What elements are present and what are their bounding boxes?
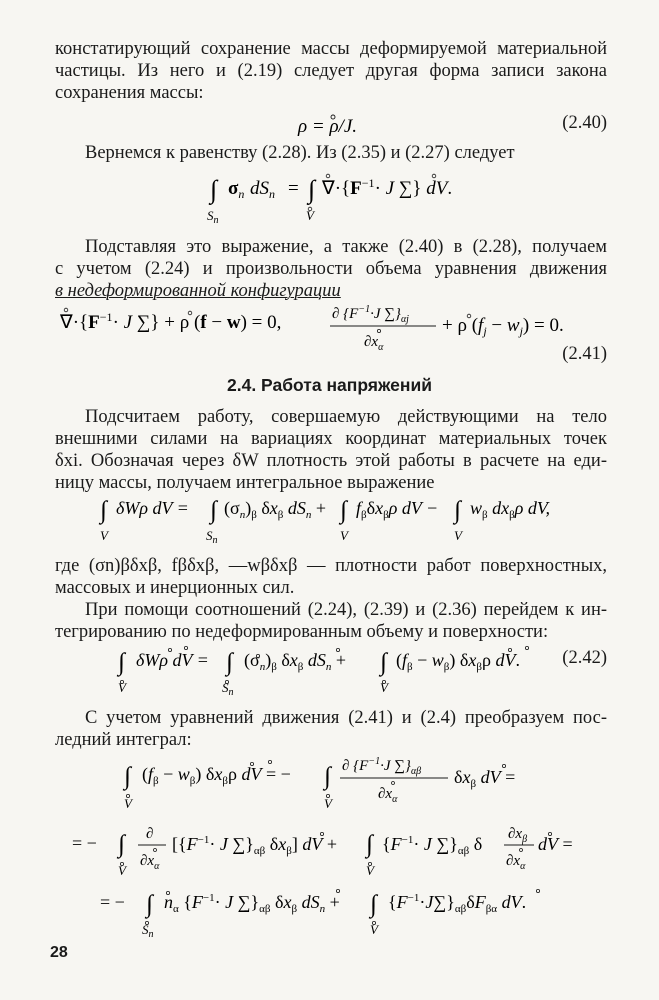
svg-text:V: V [124, 796, 132, 811]
svg-text:V: V [370, 922, 378, 937]
text-line: Подставляя это выражение, а также (2.40) в (2.28), получаем [85, 237, 607, 257]
equation-2-40 [0, 112, 659, 142]
svg-text:∫: ∫ [210, 497, 217, 524]
equation-number: (2.42) [562, 648, 607, 668]
equation-a-render [0, 172, 659, 228]
svg-text:V: V [118, 680, 126, 695]
svg-text:∂xα: $\partial x_\alpha$ [378, 786, 398, 805]
svg-text:∫: ∫ [210, 175, 218, 204]
svg-text:δWρ dV =: δWρ dV = [136, 650, 209, 670]
svg-text:(fβ − wβ) δxβρ dV.: $(f_\beta - w_\beta)$ $\delta x_\beta\rho$ dV. [396, 650, 520, 673]
svg-text:{F−1· J ∑}αβ δ: {$F^{-1}\cdot J$ $\sum\}_{\alpha\beta}$ δ [382, 834, 483, 857]
svg-text:∂xα: $\partial x_\alpha$ [364, 334, 384, 353]
svg-text:∫: ∫ [366, 831, 373, 858]
svg-text:ρ = ρ/J.: ρ = ρ/J. [298, 116, 358, 137]
svg-text:V: V [454, 528, 462, 543]
text-line: Подсчитаем работу, совершаемую действующими на тело [85, 407, 607, 427]
svg-text:nα {F−1· J ∑}αβ δxβ dSn +: $n_\alpha$ {$F^{-1}\cdot J$ $\sum\}_{\alpha\beta}$ $\delta x_\beta$ $dS_n$ + [164, 892, 340, 915]
svg-text:∫: ∫ [100, 497, 107, 524]
svg-text:V: V [366, 863, 374, 878]
svg-text:[{F−1· J ∑}αβ δxβ] dV +: [{$F^{-1}\cdot J$ $\sum\}_{\alpha\beta}$ $\delta x_\beta$] dV + [172, 834, 337, 857]
svg-text:∫: ∫ [380, 649, 387, 676]
text-line: ницу массы, получаем интегральное выражение [55, 473, 435, 493]
text-line: ледний интеграл: [55, 730, 192, 750]
svg-text:∫: ∫ [370, 891, 377, 918]
svg-text:∫: ∫ [146, 891, 153, 918]
svg-text:∂ {F−1·J ∑}αj: ∂ {$F^{-1}\cdot J$ $\sum\}_{\alpha j}$ [332, 304, 409, 325]
text-line: тегрированию по недеформированным объему и поверхности: [55, 622, 549, 642]
svg-text:fβδxβρ dV −: $f_\beta\delta x_\beta\rho$ dV − [356, 498, 439, 521]
equation-c3 [0, 880, 659, 940]
text-line: где (σn)βδxβ, fβδxβ, —wβδxβ — плотности работ поверхностных, [55, 556, 607, 576]
svg-text:V: V [118, 863, 126, 878]
svg-text:∫: ∫ [308, 175, 316, 204]
equation-2-41-render [0, 304, 659, 368]
equation-number: (2.40) [562, 113, 607, 133]
text-line: Вернемся к равенству (2.28). Из (2.35) и (2.27) следует [85, 143, 515, 163]
svg-text:δxβ dV =: $\delta x_\beta$ dV = [454, 767, 516, 790]
svg-text:V: V [324, 796, 332, 811]
text-line: в недеформированной конфигурации [55, 281, 341, 301]
svg-text:∫: ∫ [118, 649, 125, 676]
svg-text:∫: ∫ [124, 763, 131, 790]
svg-text:σn: $\sigma_n$ [228, 178, 245, 201]
svg-text:Sn: $S_n$ [206, 528, 218, 546]
svg-text:(σn)β δxβ dSn +: $(\sigma_n)_\beta$ $\delta x_\beta$ $dS_n$ + [244, 650, 347, 673]
equation-c2 [0, 818, 659, 880]
svg-text:+ ρ (fj − wj) = 0.: + ρ $(f_j - w_j) = 0$. [442, 315, 564, 338]
equation-number: (2.41) [562, 344, 607, 364]
svg-text:(σn)β δxβ dSn +: $(\sigma_n)_\beta$ $\delta x_\beta$ $dS_n$ + [224, 498, 327, 521]
equation-2-40-render [0, 112, 659, 142]
section-title: 2.4. Работа напряжений [227, 375, 432, 395]
equation-b [0, 492, 659, 550]
svg-text:∂: ∂ [146, 826, 154, 842]
text-line [55, 258, 607, 280]
text-line: внешними силами на вариациях координат материальных точек [55, 429, 607, 449]
equation-2-41 [0, 304, 659, 368]
equation-c3-render [0, 880, 659, 940]
text-line: массовых и инерционных сил. [55, 578, 295, 598]
text-line: С учетом уравнений движения (2.41) и (2.4) преобразуем пос- [85, 708, 607, 728]
equation-c1-render [0, 752, 659, 814]
equation-a [0, 172, 659, 228]
svg-text:Sn: $S_n$ [207, 208, 219, 226]
equation-2-42 [0, 642, 659, 700]
equation-2-42-render [0, 642, 659, 700]
text-line: При помощи соотношений (2.24), (2.39) и (2.36) перейдем к ин- [85, 600, 607, 620]
svg-text:V: V [340, 528, 348, 543]
svg-text:wβ dxβρ dV,: $w_\beta$ $dx_\beta\rho$ dV, [470, 498, 551, 521]
equation-b-render [0, 492, 659, 550]
svg-text:∫: ∫ [118, 831, 125, 858]
svg-text:∂xβ: $\partial x_\beta$ [508, 826, 528, 845]
svg-text:= −: = − [72, 833, 97, 853]
text-line: δxi. Обозначая через δW плотность этой работы в расчете на еди- [55, 451, 607, 471]
svg-text:=: = [288, 178, 299, 199]
text-line: сохранения массы: [55, 83, 204, 103]
svg-text:∇·{F−1· J ∑} + ρ (f − w) = 0,: $\nabla\cdot\{F^{-1}\cdot J$ ∑} + ρ (f − w) = 0, [60, 310, 282, 333]
svg-text:dV =: dV = [538, 834, 573, 854]
svg-text:δWρ dV =: δWρ dV = [116, 498, 189, 518]
equation-c1 [0, 752, 659, 814]
text-line-content: с учетом (2.24) и произвольности объема уравнения движения [55, 259, 607, 279]
svg-text:(fβ − wβ) δxβρ dV = −: $(f_\beta - w_\beta)$ $\delta x_\beta\rho$ dV = − [142, 764, 291, 787]
svg-text:∂xα: $\partial x_\alpha$ [506, 853, 526, 872]
page-number: 28 [50, 944, 68, 961]
svg-text:{F−1·J∑}αβδFβα dV.: $\{F^{-1}\cdot J\sum\}_{\alpha\beta}\delta F_{\beta\alpha}$ dV. [388, 892, 527, 915]
svg-text:V: V [306, 208, 314, 223]
svg-text:∇·{F−1· J ∑} dV.: $\nabla\cdot\{F^{-1}\cdot J$ ∑} dV. [322, 176, 453, 199]
svg-text:∫: ∫ [324, 763, 331, 790]
svg-text:Sn: $S_n$ [222, 680, 234, 698]
svg-text:= −: = − [100, 892, 125, 912]
svg-text:∫: ∫ [340, 497, 347, 524]
equation-c2-render [0, 818, 659, 880]
svg-text:Sn: $S_n$ [142, 922, 154, 940]
text-line: констатирующий сохранение массы деформируемой материальной [55, 39, 607, 59]
svg-text:V: V [380, 680, 388, 695]
svg-text:dSn: $dS_n$ [250, 178, 275, 201]
svg-text:∫: ∫ [454, 497, 461, 524]
svg-text:V: V [100, 528, 108, 543]
svg-text:∂ {F−1·J ∑}αβ: ∂ {$F^{-1}\cdot J$ $\sum\}_{\alpha\beta}$ [342, 756, 422, 777]
svg-text:∫: ∫ [226, 649, 233, 676]
text-line: частицы. Из него и (2.19) следует другая форма записи закона [55, 61, 607, 81]
svg-text:∂xα: $\partial x_\alpha$ [140, 853, 160, 872]
